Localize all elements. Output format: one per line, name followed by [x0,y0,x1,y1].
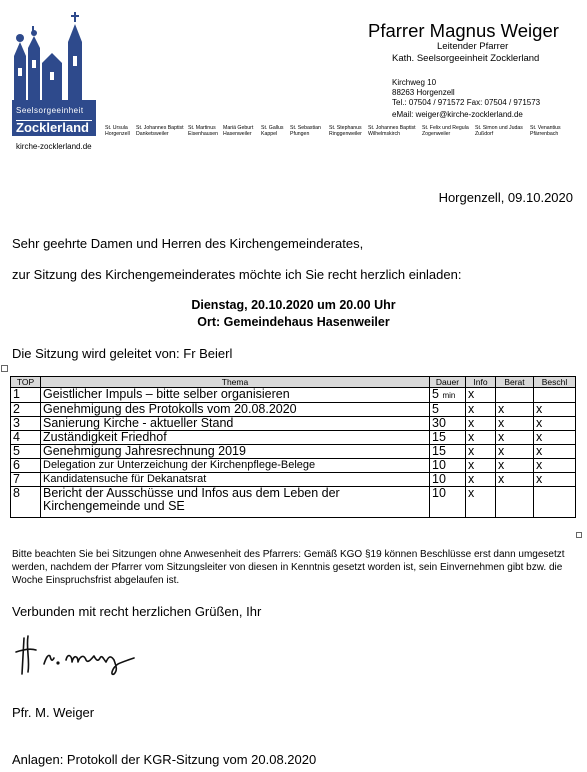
parish-item: St. Sebastian Pfungen [290,125,321,138]
header-top: TOP [11,377,41,388]
signer-name: Pfr. M. Weiger [12,705,95,720]
parish-logo [12,8,96,136]
invitation-text: zur Sitzung des Kirchengemeinderates möchte ich Sie recht herzlich einladen: [12,267,462,282]
chair-line: Die Sitzung wird geleitet von: Fr Beierl [12,346,233,361]
pastor-name: Pfarrer Magnus Weiger [368,20,559,41]
meeting-date: Dienstag, 20.10.2020 um 20.00 Uhr [191,298,396,312]
table-row: 4 Zuständigkeit Friedhof 15 x x x [11,431,576,445]
table-row: 1 Geistlicher Impuls – bitte selber organisieren 5 min x [11,388,576,403]
phone-fax: Tel.: 07504 / 971572 Fax: 07504 / 971573 [392,98,541,107]
header-info: Info [466,377,496,388]
address-street: Kirchweg 10 [392,78,437,87]
pastor-role: Leitender Pfarrer [437,41,509,52]
header-resolve: Beschl [534,377,576,388]
parish-item: St. Gallus Kappel [261,125,284,138]
header-consult: Berat [496,377,534,388]
parish-item: St. Martinus Eisenhausen [188,125,218,138]
parish-item: St. Johannes Baptist Wilhelmskirch [368,125,416,138]
table-resize-handle-icon[interactable] [576,532,582,538]
handwritten-signature [10,630,140,678]
logo-line-1: Seelsorgeeinheit [16,106,84,115]
agenda-table [10,376,576,518]
table-row: 3 Sanierung Kirche - aktueller Stand 30 x x x [11,417,576,431]
website-url: kirche-zocklerland.de [16,142,92,151]
meeting-location: Ort: Gemeindehaus Hasenweiler [197,315,390,329]
table-row: 8 Bericht der Ausschüsse und Infos aus dem Leben der Kirchengemeinde und SE 10 x [11,487,576,518]
attachments-line: Anlagen: Protokoll der KGR-Sitzung vom 20.08.2020 [12,752,317,767]
parish-item: St. Johannes Baptist Danketsweiler [136,125,184,138]
parish-item: St. Simon und Judas Zußdorf [475,125,523,138]
header-duration: Dauer [430,377,466,388]
signature-icon [10,630,140,678]
table-row: 7 Kandidatensuche für Dekanatsrat 10 x x x [11,473,576,487]
parish-item: St. Stephanus Ringgenweiler [329,125,362,138]
table-move-handle-icon[interactable] [1,365,8,372]
parish-item: St. Ursula Horgenzell [105,125,130,138]
agenda-header-row [11,377,576,388]
table-row: 6 Delegation zur Unterzeichung der Kirchenpflege-Belege 10 x x x [11,459,576,473]
header-topic: Thema [41,377,430,388]
parish-item: St. Venantius Pfärrenbach [530,125,561,138]
parish-list [105,125,585,145]
email-address: eMail: weiger@kirche-zocklerland.de [392,110,523,119]
notice-paragraph: Bitte beachten Sie bei Sitzungen ohne Anwesenheit des Pfarrers: Gemäß KGO §19 können Beschlüsse erst dann umgesetzt werden, nachdem der Pfarrer vom Sitzungsleiter von diesen in Kenntnis gesetzt worden ist, sein Einvernehmen gibt bzw. die Woche Einspruchsfrist abgelaufen ist. [12,549,565,586]
parish-item: St. Felix und Regula Zogenweiler [422,125,469,138]
place-and-date: Horgenzell, 09.10.2020 [438,190,573,205]
table-row: 5 Genehmigung Jahresrechnung 2019 15 x x x [11,445,576,459]
logo-line-2: Zocklerland [16,120,89,135]
closing-greeting: Verbunden mit recht herzlichen Grüßen, Ihr [12,604,262,619]
table-row: 2 Genehmigung des Protokolls vom 20.08.2020 5 x x x [11,403,576,417]
address-city: 88263 Horgenzell [392,88,455,97]
pastoral-unit: Kath. Seelsorgeeinheit Zocklerland [392,53,540,64]
salutation: Sehr geehrte Damen und Herren des Kirchengemeinderates, [12,236,364,251]
church-towers-logo-icon [12,8,96,136]
parish-item: Mariä Geburt Hasenweiler [223,125,254,138]
